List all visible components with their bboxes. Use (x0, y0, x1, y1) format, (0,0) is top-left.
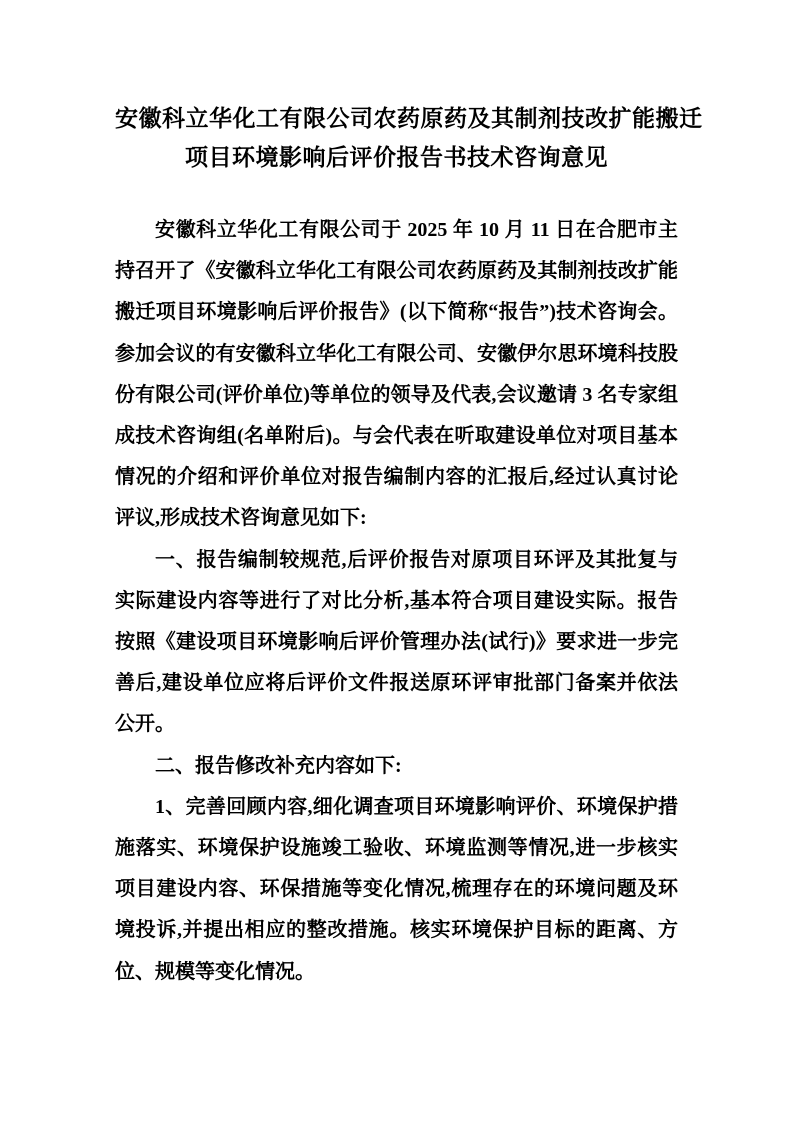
paragraph-opinion-one: 一、报告编制较规范,后评价报告对原项目环评及其批复与实际建设内容等进行了对比分析,基本符合项目建设实际。报告按照《建设项目环境影响后评价管理办法(试行)》要求进一步完善后,建设单位应将后评价文件报送原环评审批部门备案并依法公开。 (115, 548, 678, 736)
title-line-2: 项目环境影响后评价报告书技术咨询意见 (185, 145, 608, 170)
document-title (115, 99, 703, 177)
paragraph-revision-item-1: 1、完善回顾内容,细化调查项目环境影响评价、环境保护措施落实、环境保护设施竣工验收、环境监测等情况,进一步核实项目建设内容、环保措施等变化情况,梳理存在的环境问题及环境投诉,并提出相应的整改措施。核实环境保护目标的距离、方位、规模等变化情况。 (115, 795, 678, 983)
title-line-1: 安徽科立华化工有限公司农药原药及其制剂技改扩能搬迁 (115, 106, 703, 131)
paragraph-opinion-two-heading: 二、报告修改补充内容如下: (155, 754, 402, 777)
paragraph-meeting-intro: 安徽科立华化工有限公司于 2025 年 10 月 11 日在合肥市主持召开了《安徽科立华化工有限公司农药原药及其制剂技改扩能搬迁项目环境影响后评价报告》(以下简称“报告”)技术咨询会。参加会议的有安徽科立华化工有限公司、安徽伊尔思环境科技股份有限公司(评价单位)等单位的领导及代表,会议邀请 3 名专家组成技术咨询组(名单附后)。与会代表在听取建设单位对项目基本情况的介绍和评价单位对报告编制内容的汇报后,经过认真讨论评议,形成技术咨询意见如下: (115, 219, 678, 530)
document-body (115, 210, 678, 993)
